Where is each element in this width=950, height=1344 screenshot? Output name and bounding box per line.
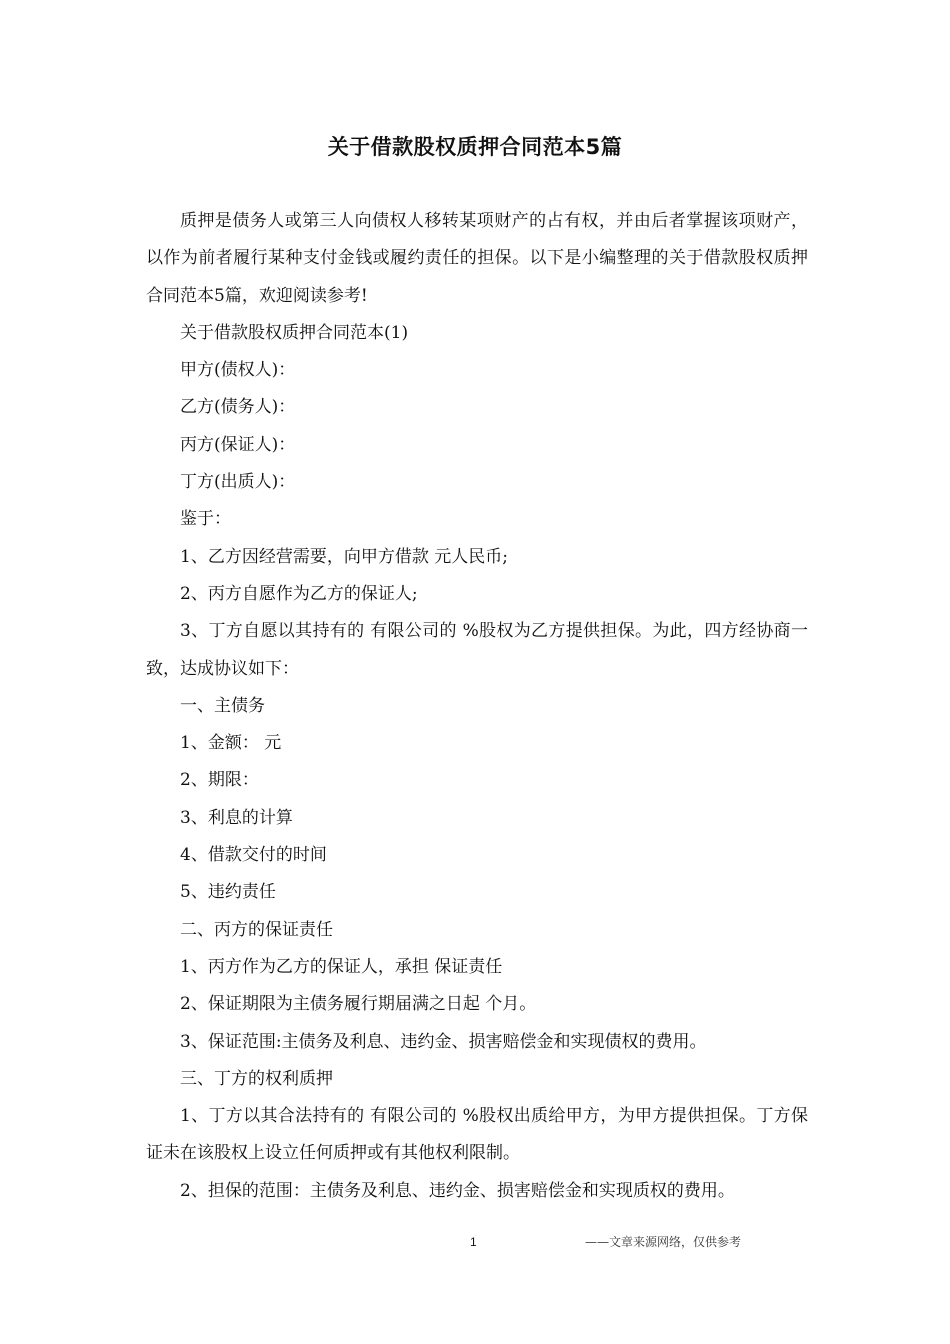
paragraph: 乙方(债务人)： xyxy=(180,397,296,418)
paragraph: 甲方(债权人)： xyxy=(180,360,296,381)
paragraph: 二、丙方的保证责任 xyxy=(180,919,333,940)
paragraph: 3、丁方自愿以其持有的 有限公司的 %股权为乙方提供担保。为此，四方经协商一致，达成协议如下： xyxy=(146,621,808,679)
paragraph: 1、金额： 元 xyxy=(180,733,282,754)
paragraph: 丙方(保证人)： xyxy=(180,434,296,455)
document-title: 关于借款股权质押合同范本5篇 xyxy=(327,135,623,159)
paragraph: 鉴于： xyxy=(180,509,231,530)
paragraph: 2、期限： xyxy=(180,770,259,791)
paragraph: 4、借款交付的时间 xyxy=(180,845,327,866)
paragraph: 2、担保的范围：主债务及利息、违约金、损害赔偿金和实现质权的费用。 xyxy=(180,1180,735,1201)
paragraph: 3、保证范围:主债务及利息、违约金、损害赔偿金和实现债权的费用。 xyxy=(180,1031,707,1052)
paragraph: 质押是债务人或第三人向债权人移转某项财产的占有权，并由后者掌握该项财产，以作为前者履行某种支付金钱或履约责任的担保。以下是小编整理的关于借款股权质押合同范本5篇，欢迎阅读参考! xyxy=(146,211,808,306)
document-body xyxy=(146,203,808,1210)
paragraph: 2、丙方自愿作为乙方的保证人; xyxy=(180,583,418,604)
paragraph: 关于借款股权质押合同范本(1) xyxy=(180,322,409,343)
paragraph: 1、丙方作为乙方的保证人，承担 保证责任 xyxy=(180,956,503,977)
page-number: 1 xyxy=(470,1235,477,1249)
paragraph: 1、乙方因经营需要，向甲方借款 元人民币; xyxy=(180,546,508,567)
paragraph: 1、丁方以其合法持有的 有限公司的 %股权出质给甲方，为甲方提供担保。丁方保证未在该股权上设立任何质押或有其他权利限制。 xyxy=(146,1106,808,1164)
paragraph: 5、违约责任 xyxy=(180,882,276,903)
paragraph: 丁方(出质人)： xyxy=(180,472,296,493)
paragraph: 3、利息的计算 xyxy=(180,807,293,828)
paragraph: 2、保证期限为主债务履行期届满之日起 个月。 xyxy=(180,994,537,1015)
paragraph: 一、主债务 xyxy=(180,695,265,716)
source-note: ——文章来源网络，仅供参考 xyxy=(585,1235,742,1249)
paragraph: 三、丁方的权利质押 xyxy=(180,1068,333,1089)
